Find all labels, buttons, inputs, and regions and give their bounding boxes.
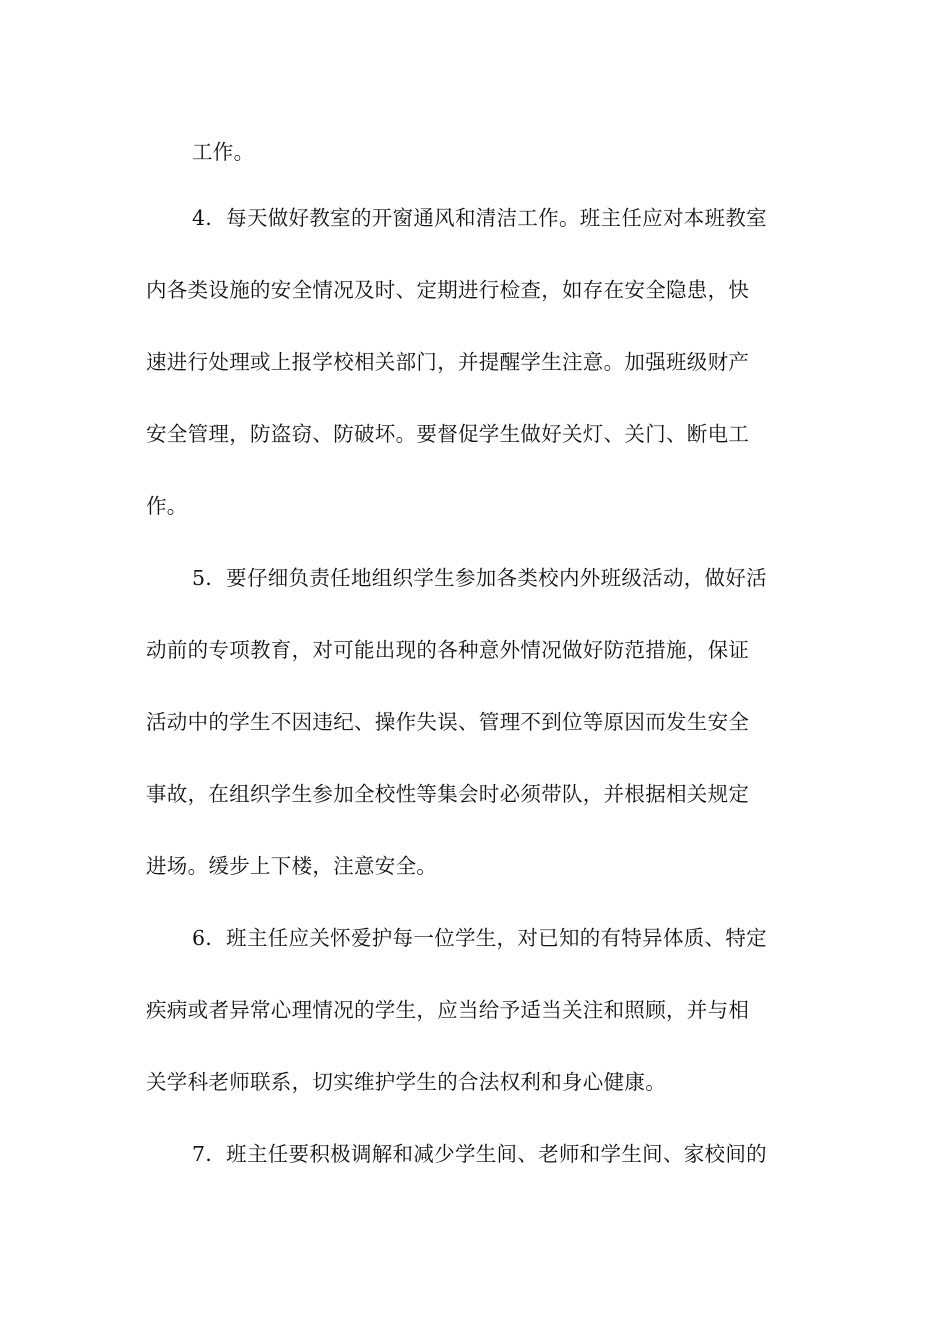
paragraph-6-line: 关学科老师联系，切实维护学生的合法权利和身心健康。 — [146, 1070, 666, 1094]
paragraph-4-line: 安全管理，防盗窃、防破坏。要督促学生做好关灯、关门、断电工 — [146, 422, 750, 446]
paragraph-6-line: 6．班主任应关怀爱护每一位学生，对已知的有特异体质、特定 — [192, 926, 767, 950]
paragraph-4-line: 作。 — [146, 494, 188, 518]
paragraph-4-line: 速进行处理或上报学校相关部门，并提醒学生注意。加强班级财产 — [146, 350, 750, 374]
paragraph-4-line: 4．每天做好教室的开窗通风和清洁工作。班主任应对本班教室 — [192, 206, 767, 230]
paragraph-4-line: 内各类设施的安全情况及时、定期进行检查，如存在安全隐患，快 — [146, 278, 750, 302]
paragraph-5-line: 动前的专项教育，对可能出现的各种意外情况做好防范措施，保证 — [146, 638, 750, 662]
text-line: 工作。 — [192, 140, 255, 164]
paragraph-5-line: 事故，在组织学生参加全校性等集会时必须带队，并根据相关规定 — [146, 782, 750, 806]
paragraph-7-line: 7．班主任要积极调解和减少学生间、老师和学生间、家校间的 — [192, 1142, 767, 1166]
paragraph-5-line: 进场。缓步上下楼，注意安全。 — [146, 854, 438, 878]
paragraph-5-line: 5．要仔细负责任地组织学生参加各类校内外班级活动，做好活 — [192, 566, 767, 590]
paragraph-5-line: 活动中的学生不因违纪、操作失误、管理不到位等原因而发生安全 — [146, 710, 750, 734]
paragraph-6-line: 疾病或者异常心理情况的学生，应当给予适当关注和照顾，并与相 — [146, 998, 750, 1022]
